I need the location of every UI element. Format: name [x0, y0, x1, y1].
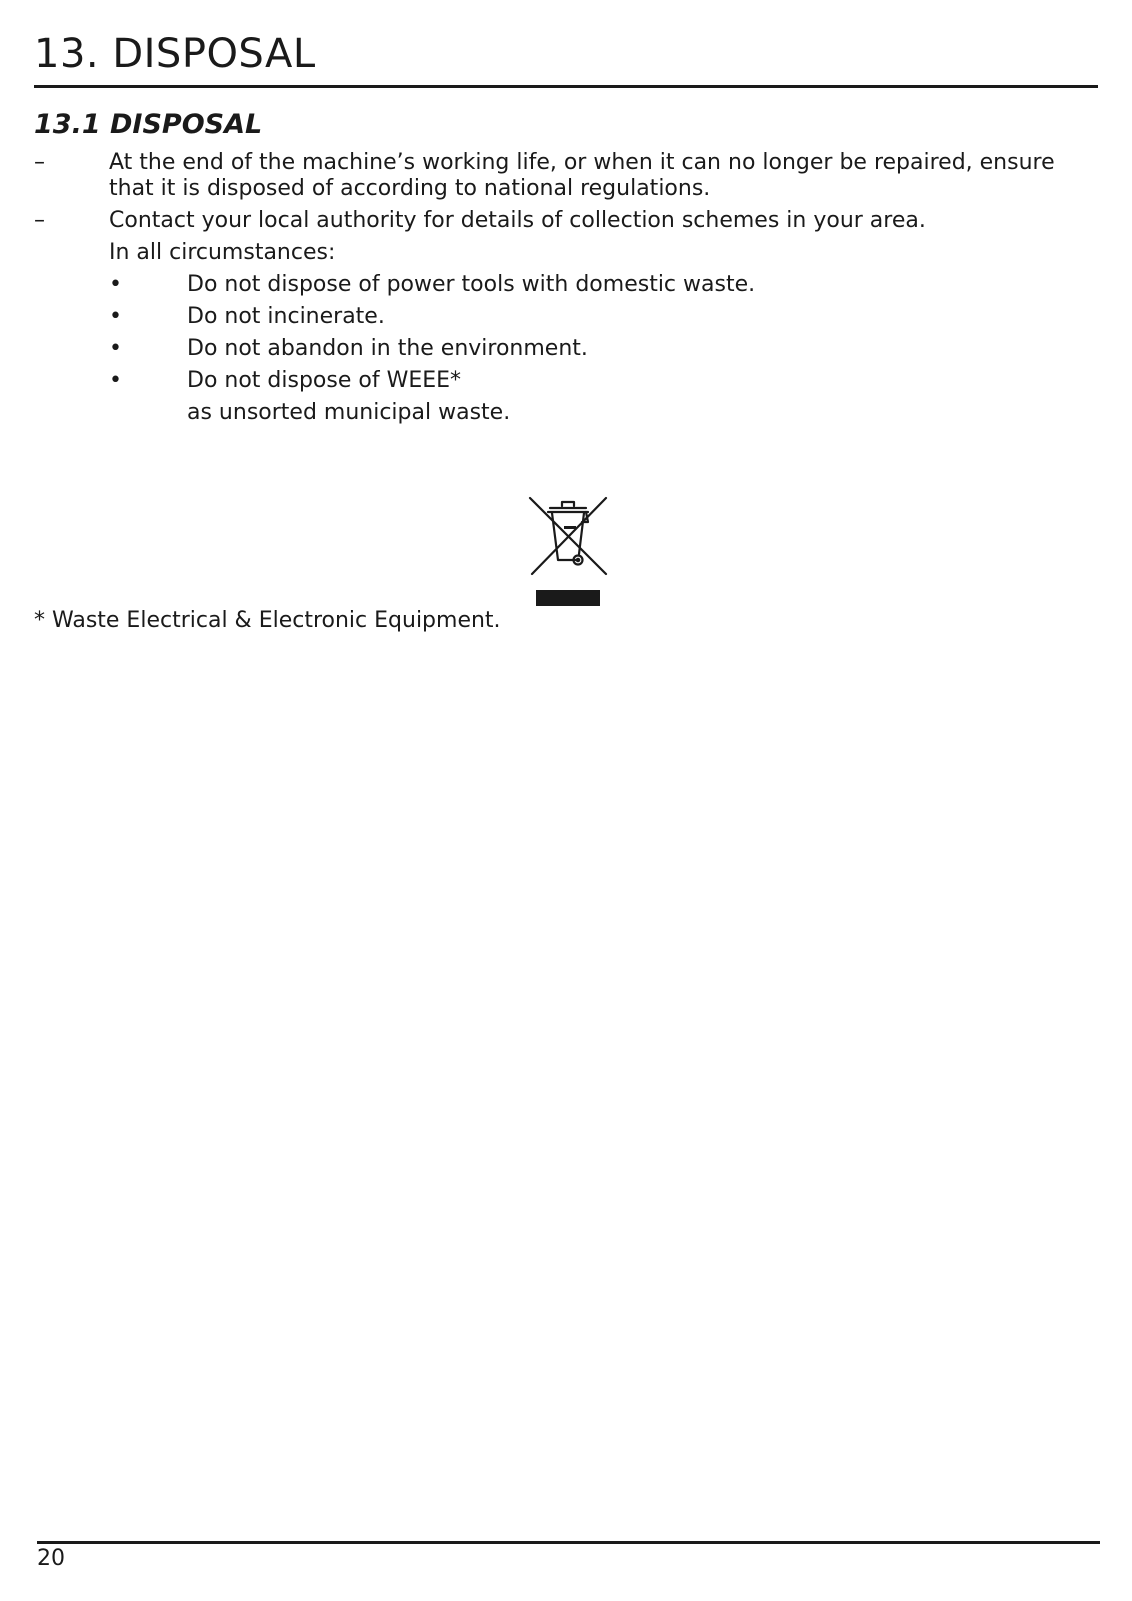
crossed-out-wheelie-bin-weee-icon: [528, 496, 608, 608]
footer-rule: [37, 1541, 1100, 1544]
dash-item-line: Contact your local authority for details of collection schemes in your area.: [109, 208, 926, 233]
dash-item-end-of-life: [109, 150, 1099, 202]
bullet-marker: •: [109, 336, 122, 361]
bullet-continuation: as unsorted municipal waste.: [187, 400, 511, 425]
dash-marker: –: [34, 208, 45, 233]
dash-marker: –: [34, 150, 45, 175]
dash-item-line: At the end of the machine’s working life, or when it can no longer be repaired, ensure: [109, 150, 1055, 175]
bullet-item: Do not abandon in the environment.: [187, 336, 588, 361]
footnote: * Waste Electrical & Electronic Equipment.: [34, 608, 501, 633]
bullet-item: Do not dispose of power tools with domestic waste.: [187, 272, 756, 297]
bullet-item: Do not dispose of WEEE*: [187, 368, 462, 393]
bullet-marker: •: [109, 304, 122, 329]
dash-item-line: that it is disposed of according to national regulations.: [109, 176, 711, 201]
circumstances-intro: In all circumstances:: [109, 240, 336, 265]
bullet-marker: •: [109, 368, 122, 393]
bullet-item: Do not incinerate.: [187, 304, 385, 329]
dash-item-local-authority: [109, 208, 1099, 234]
section-title: 13.1 DISPOSAL: [34, 109, 263, 140]
title-rule: [34, 85, 1098, 88]
page-number: 20: [37, 1546, 65, 1571]
bullet-marker: •: [109, 272, 122, 297]
page-title: 13. DISPOSAL: [34, 31, 316, 77]
